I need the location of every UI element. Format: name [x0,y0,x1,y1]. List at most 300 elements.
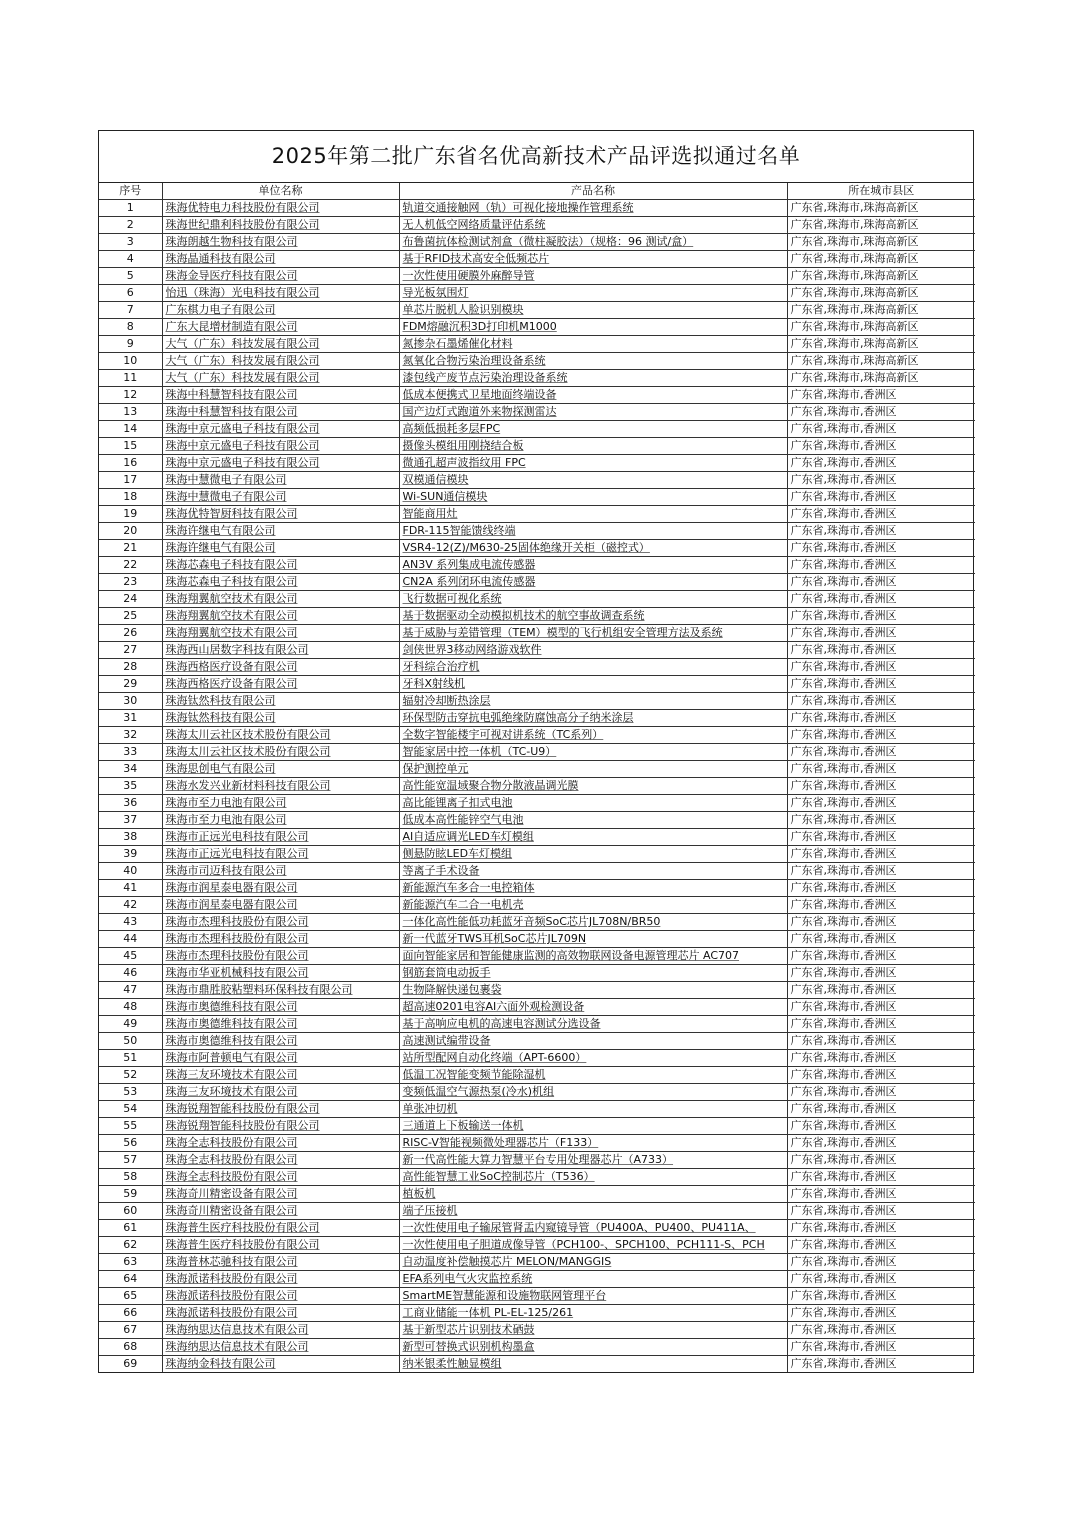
cell-no: 54 [99,1101,162,1118]
cell-product: 环保型防击穿抗电弧绝缘防腐蚀高分子纳米涂层 [399,710,787,727]
cell-product: FDR-115智能馈线终端 [399,523,787,540]
cell-no: 23 [99,574,162,591]
cell-product: 超高速0201电容AI六面外观检测设备 [399,999,787,1016]
cell-unit: 珠海中科慧智科技有限公司 [162,404,399,421]
cell-no: 6 [99,285,162,302]
cell-unit: 珠海纳金科技有限公司 [162,1356,399,1373]
cell-unit: 大气（广东）科技发展有限公司 [162,353,399,370]
cell-city: 广东省,珠海市,香洲区 [787,421,975,438]
cell-unit: 广东大昆增材制造有限公司 [162,319,399,336]
cell-no: 65 [99,1288,162,1305]
cell-unit: 大气（广东）科技发展有限公司 [162,336,399,353]
cell-product: 剑侠世界3移动网络游戏软件 [399,642,787,659]
cell-product: 辐射冷却断热涂层 [399,693,787,710]
table-row [99,438,975,455]
cell-product: 氮掺杂石墨烯催化材料 [399,336,787,353]
cell-city: 广东省,珠海市,香洲区 [787,540,975,557]
cell-no: 28 [99,659,162,676]
cell-city: 广东省,珠海市,香洲区 [787,1050,975,1067]
cell-city: 广东省,珠海市,香洲区 [787,472,975,489]
table-row [99,1220,975,1237]
cell-city: 广东省,珠海市,香洲区 [787,744,975,761]
cell-no: 42 [99,897,162,914]
cell-city: 广东省,珠海市,珠海高新区 [787,217,975,234]
cell-no: 64 [99,1271,162,1288]
table-row [99,693,975,710]
cell-unit: 珠海市润星泰电器有限公司 [162,897,399,914]
table-row [99,642,975,659]
cell-unit: 珠海市杰理科技股份有限公司 [162,931,399,948]
table-row [99,1254,975,1271]
table-row [99,1203,975,1220]
cell-unit: 珠海翔翼航空技术有限公司 [162,608,399,625]
table-row [99,285,975,302]
cell-product: 保护测控单元 [399,761,787,778]
cell-unit: 广东棋力电子有限公司 [162,302,399,319]
cell-no: 59 [99,1186,162,1203]
cell-city: 广东省,珠海市,香洲区 [787,489,975,506]
cell-city: 广东省,珠海市,香洲区 [787,931,975,948]
table-row [99,404,975,421]
cell-city: 广东省,珠海市,香洲区 [787,1033,975,1050]
cell-product: 站所型配网自动化终端（APT-6600） [399,1050,787,1067]
cell-product: CN2A 系列闭环电流传感器 [399,574,787,591]
cell-product: 三通道上下板输送一体机 [399,1118,787,1135]
cell-city: 广东省,珠海市,香洲区 [787,1067,975,1084]
cell-product: 飞行数据可视化系统 [399,591,787,608]
cell-city: 广东省,珠海市,香洲区 [787,1016,975,1033]
cell-unit: 珠海优特电力科技股份有限公司 [162,200,399,217]
cell-product: 工商业储能一体机 PL-EL-125/261 [399,1305,787,1322]
cell-product: 钢筋套筒电动扳手 [399,965,787,982]
cell-city: 广东省,珠海市,香洲区 [787,880,975,897]
cell-no: 55 [99,1118,162,1135]
cell-unit: 珠海市华亚机械科技有限公司 [162,965,399,982]
table-row [99,370,975,387]
cell-city: 广东省,珠海市,香洲区 [787,727,975,744]
table-row [99,1135,975,1152]
table-row [99,608,975,625]
cell-product: 新型可替换式识别机构墨盒 [399,1339,787,1356]
cell-product: 一次性使用硬膜外麻醉导管 [399,268,787,285]
table-row [99,472,975,489]
cell-no: 18 [99,489,162,506]
cell-unit: 珠海市润星泰电器有限公司 [162,880,399,897]
cell-no: 52 [99,1067,162,1084]
cell-no: 2 [99,217,162,234]
cell-city: 广东省,珠海市,珠海高新区 [787,251,975,268]
cell-city: 广东省,珠海市,香洲区 [787,523,975,540]
cell-no: 7 [99,302,162,319]
cell-product: AI自适应调光LED车灯模组 [399,829,787,846]
cell-unit: 珠海全志科技股份有限公司 [162,1169,399,1186]
cell-product: 微通孔超声波指纹用 FPC [399,455,787,472]
cell-city: 广东省,珠海市,香洲区 [787,1339,975,1356]
cell-product: 植板机 [399,1186,787,1203]
table-row [99,727,975,744]
cell-product: 轨道交通接触网（轨）可视化接地操作管理系统 [399,200,787,217]
cell-city: 广东省,珠海市,香洲区 [787,1305,975,1322]
approved-products-table [99,183,975,1372]
cell-unit: 大气（广东）科技发展有限公司 [162,370,399,387]
cell-unit: 珠海晶通科技有限公司 [162,251,399,268]
cell-unit: 珠海市司迈科技有限公司 [162,863,399,880]
cell-unit: 珠海奇川精密设备有限公司 [162,1203,399,1220]
cell-city: 广东省,珠海市,香洲区 [787,761,975,778]
cell-city: 广东省,珠海市,香洲区 [787,659,975,676]
cell-city: 广东省,珠海市,香洲区 [787,1254,975,1271]
cell-unit: 珠海优特智厨科技有限公司 [162,506,399,523]
cell-product: 摄像头模组用刚挠结合板 [399,438,787,455]
table-row [99,1339,975,1356]
table-row [99,268,975,285]
table-row [99,200,975,217]
cell-city: 广东省,珠海市,珠海高新区 [787,319,975,336]
cell-product: 低成本便携式卫星地面终端设备 [399,387,787,404]
table-row [99,1152,975,1169]
cell-unit: 珠海市至力电池有限公司 [162,812,399,829]
cell-no: 41 [99,880,162,897]
cell-city: 广东省,珠海市,香洲区 [787,795,975,812]
cell-product: 无人机低空网络质量评估系统 [399,217,787,234]
cell-no: 16 [99,455,162,472]
cell-product: 生物降解快递包裹袋 [399,982,787,999]
cell-city: 广东省,珠海市,香洲区 [787,438,975,455]
cell-product: 导光板氛围灯 [399,285,787,302]
cell-no: 67 [99,1322,162,1339]
cell-no: 60 [99,1203,162,1220]
cell-city: 广东省,珠海市,珠海高新区 [787,285,975,302]
cell-no: 50 [99,1033,162,1050]
table-row [99,897,975,914]
cell-no: 20 [99,523,162,540]
cell-unit: 珠海中科慧智科技有限公司 [162,387,399,404]
cell-no: 27 [99,642,162,659]
cell-unit: 珠海钛然科技有限公司 [162,710,399,727]
cell-product: AN3V 系列集成电流传感器 [399,557,787,574]
cell-city: 广东省,珠海市,香洲区 [787,1118,975,1135]
cell-no: 68 [99,1339,162,1356]
cell-city: 广东省,珠海市,香洲区 [787,863,975,880]
cell-city: 广东省,珠海市,香洲区 [787,557,975,574]
cell-product: 纳米银柔性触显模组 [399,1356,787,1373]
cell-city: 广东省,珠海市,香洲区 [787,1322,975,1339]
cell-product: 氮氧化合物污染治理设备系统 [399,353,787,370]
table-row [99,863,975,880]
cell-city: 广东省,珠海市,香洲区 [787,642,975,659]
header-no: 序号 [99,183,162,200]
table-row [99,1169,975,1186]
table-row [99,880,975,897]
table-header-row [99,183,975,200]
cell-product: 基于数据驱动全动模拟机技术的航空事故调查系统 [399,608,787,625]
cell-city: 广东省,珠海市,香洲区 [787,1152,975,1169]
cell-no: 35 [99,778,162,795]
cell-unit: 珠海西格医疗设备有限公司 [162,676,399,693]
cell-unit: 珠海市正远光电科技有限公司 [162,846,399,863]
cell-no: 14 [99,421,162,438]
table-row [99,948,975,965]
cell-city: 广东省,珠海市,香洲区 [787,1237,975,1254]
table-row [99,846,975,863]
table-row [99,625,975,642]
cell-no: 33 [99,744,162,761]
cell-product: 新一代高性能大算力智慧平台专用处理器芯片（A733） [399,1152,787,1169]
cell-no: 11 [99,370,162,387]
cell-product: 端子压接机 [399,1203,787,1220]
cell-city: 广东省,珠海市,香洲区 [787,914,975,931]
cell-no: 30 [99,693,162,710]
cell-no: 32 [99,727,162,744]
cell-city: 广东省,珠海市,香洲区 [787,778,975,795]
cell-product: 新能源汽车二合一电机壳 [399,897,787,914]
cell-city: 广东省,珠海市,香洲区 [787,693,975,710]
header-unit: 单位名称 [162,183,399,200]
cell-city: 广东省,珠海市,珠海高新区 [787,370,975,387]
cell-city: 广东省,珠海市,香洲区 [787,1271,975,1288]
cell-product: 基于新型芯片识别技术硒鼓 [399,1322,787,1339]
table-row [99,982,975,999]
cell-city: 广东省,珠海市,香洲区 [787,829,975,846]
cell-city: 广东省,珠海市,香洲区 [787,999,975,1016]
cell-city: 广东省,珠海市,香洲区 [787,676,975,693]
table-row [99,1118,975,1135]
cell-no: 56 [99,1135,162,1152]
cell-unit: 珠海市奥德维科技有限公司 [162,1016,399,1033]
cell-no: 22 [99,557,162,574]
cell-unit: 珠海朗越生物科技有限公司 [162,234,399,251]
cell-product: 面向智能家居和智能健康监测的高效物联网设备电源管理芯片 AC707 [399,948,787,965]
cell-unit: 珠海太川云社区技术股份有限公司 [162,744,399,761]
cell-no: 61 [99,1220,162,1237]
cell-product: 低成本高性能锌空气电池 [399,812,787,829]
cell-no: 5 [99,268,162,285]
cell-unit: 珠海派诺科技股份有限公司 [162,1288,399,1305]
cell-product: 一次性使用电子胆道成像导管（PCH100-、SPCH100、PCH111-S、PCH [399,1237,787,1254]
table-row [99,1186,975,1203]
cell-city: 广东省,珠海市,香洲区 [787,625,975,642]
cell-product: 牙科综合治疗机 [399,659,787,676]
cell-unit: 珠海市奥德维科技有限公司 [162,1033,399,1050]
cell-city: 广东省,珠海市,香洲区 [787,1101,975,1118]
cell-product: 等离子手术设备 [399,863,787,880]
table-row [99,455,975,472]
cell-unit: 珠海三友环境技术有限公司 [162,1067,399,1084]
table-row [99,234,975,251]
cell-product: 高频低损耗多层FPC [399,421,787,438]
cell-no: 40 [99,863,162,880]
cell-no: 4 [99,251,162,268]
table-row [99,1101,975,1118]
cell-city: 广东省,珠海市,香洲区 [787,574,975,591]
table-row [99,336,975,353]
page-title: 2025年第二批广东省名优高新技术产品评选拟通过名单 [99,131,973,183]
cell-no: 21 [99,540,162,557]
table-row [99,659,975,676]
cell-city: 广东省,珠海市,香洲区 [787,982,975,999]
cell-unit: 珠海许继电气有限公司 [162,523,399,540]
cell-no: 17 [99,472,162,489]
cell-no: 37 [99,812,162,829]
cell-unit: 怡迅（珠海）光电科技有限公司 [162,285,399,302]
cell-product: 高性能宽温域聚合物分散液晶调光膜 [399,778,787,795]
table-row [99,387,975,404]
cell-unit: 珠海全志科技股份有限公司 [162,1135,399,1152]
cell-city: 广东省,珠海市,香洲区 [787,710,975,727]
table-row [99,931,975,948]
cell-city: 广东省,珠海市,香洲区 [787,1169,975,1186]
cell-unit: 珠海钛然科技有限公司 [162,693,399,710]
table-row [99,540,975,557]
table-row [99,744,975,761]
cell-unit: 珠海许继电气有限公司 [162,540,399,557]
cell-no: 24 [99,591,162,608]
cell-product: 单芯片脱机人脸识别模块 [399,302,787,319]
cell-city: 广东省,珠海市,香洲区 [787,387,975,404]
cell-city: 广东省,珠海市,香洲区 [787,897,975,914]
cell-unit: 珠海中慧微电子有限公司 [162,472,399,489]
cell-city: 广东省,珠海市,香洲区 [787,1135,975,1152]
cell-city: 广东省,珠海市,香洲区 [787,506,975,523]
cell-unit: 珠海中京元盛电子科技有限公司 [162,421,399,438]
table-row [99,1016,975,1033]
cell-unit: 珠海中京元盛电子科技有限公司 [162,455,399,472]
cell-no: 49 [99,1016,162,1033]
cell-product: 牙科X射线机 [399,676,787,693]
cell-city: 广东省,珠海市,香洲区 [787,846,975,863]
cell-unit: 珠海锐翔智能科技股份有限公司 [162,1101,399,1118]
cell-no: 12 [99,387,162,404]
table-row [99,421,975,438]
cell-unit: 珠海普生医疗科技股份有限公司 [162,1220,399,1237]
cell-city: 广东省,珠海市,香洲区 [787,965,975,982]
cell-product: 双模通信模块 [399,472,787,489]
table-row [99,319,975,336]
cell-city: 广东省,珠海市,珠海高新区 [787,353,975,370]
cell-product: EFA系列电气火灾监控系统 [399,1271,787,1288]
cell-city: 广东省,珠海市,珠海高新区 [787,336,975,353]
cell-unit: 珠海普林芯驰科技有限公司 [162,1254,399,1271]
table-row [99,302,975,319]
table-row [99,965,975,982]
cell-unit: 珠海纳思达信息技术有限公司 [162,1322,399,1339]
cell-product: 基于威胁与差错管理（TEM）模型的飞行机组安全管理方法及系统 [399,625,787,642]
cell-no: 69 [99,1356,162,1373]
cell-no: 44 [99,931,162,948]
cell-no: 10 [99,353,162,370]
cell-unit: 珠海市正远光电科技有限公司 [162,829,399,846]
cell-city: 广东省,珠海市,香洲区 [787,1203,975,1220]
cell-no: 13 [99,404,162,421]
table-row [99,829,975,846]
cell-city: 广东省,珠海市,香洲区 [787,591,975,608]
cell-city: 广东省,珠海市,香洲区 [787,1220,975,1237]
cell-unit: 珠海奇川精密设备有限公司 [162,1186,399,1203]
table-row [99,591,975,608]
cell-city: 广东省,珠海市,珠海高新区 [787,234,975,251]
cell-no: 36 [99,795,162,812]
cell-product: 布鲁菌抗体检测试剂盒（微柱凝胶法）（规格：96 测试/盒） [399,234,787,251]
cell-product: 单张冲切机 [399,1101,787,1118]
cell-unit: 珠海水发兴业新材料科技有限公司 [162,778,399,795]
cell-unit: 珠海全志科技股份有限公司 [162,1152,399,1169]
table-row [99,523,975,540]
cell-city: 广东省,珠海市,香洲区 [787,1186,975,1203]
cell-unit: 珠海市杰理科技股份有限公司 [162,948,399,965]
cell-unit: 珠海太川云社区技术股份有限公司 [162,727,399,744]
table-row [99,710,975,727]
cell-city: 广东省,珠海市,珠海高新区 [787,302,975,319]
cell-unit: 珠海西山居数字科技有限公司 [162,642,399,659]
cell-unit: 珠海世纪鼎利科技股份有限公司 [162,217,399,234]
cell-unit: 珠海市鼎胜胶粘塑料环保科技有限公司 [162,982,399,999]
cell-no: 66 [99,1305,162,1322]
cell-unit: 珠海芯森电子科技有限公司 [162,574,399,591]
cell-unit: 珠海中慧微电子有限公司 [162,489,399,506]
cell-product: 一体化高性能低功耗蓝牙音频SoC芯片JL708N/BR50 [399,914,787,931]
table-row [99,676,975,693]
cell-product: 智能家居中控一体机（TC-U9） [399,744,787,761]
cell-no: 53 [99,1084,162,1101]
table-row [99,506,975,523]
table-row [99,251,975,268]
cell-no: 45 [99,948,162,965]
cell-no: 34 [99,761,162,778]
cell-unit: 珠海中京元盛电子科技有限公司 [162,438,399,455]
cell-unit: 珠海市阿普顿电气有限公司 [162,1050,399,1067]
cell-unit: 珠海翔翼航空技术有限公司 [162,591,399,608]
table-row [99,1271,975,1288]
cell-no: 58 [99,1169,162,1186]
cell-no: 39 [99,846,162,863]
cell-city: 广东省,珠海市,香洲区 [787,1356,975,1373]
cell-no: 31 [99,710,162,727]
cell-unit: 珠海纳思达信息技术有限公司 [162,1339,399,1356]
cell-unit: 珠海三友环境技术有限公司 [162,1084,399,1101]
cell-unit: 珠海市至力电池有限公司 [162,795,399,812]
cell-no: 15 [99,438,162,455]
table-row [99,1237,975,1254]
list-sheet [98,130,974,1373]
cell-product: 侧悬防眩LED车灯模组 [399,846,787,863]
cell-unit: 珠海金导医疗科技有限公司 [162,268,399,285]
cell-product: SmartME智慧能源和设施物联网管理平台 [399,1288,787,1305]
cell-product: 漆包线产废节点污染治理设备系统 [399,370,787,387]
cell-city: 广东省,珠海市,香洲区 [787,812,975,829]
cell-no: 19 [99,506,162,523]
cell-product: 基于RFID技术高安全低频芯片 [399,251,787,268]
table-row [99,1033,975,1050]
cell-city: 广东省,珠海市,珠海高新区 [787,200,975,217]
cell-no: 63 [99,1254,162,1271]
table-row [99,1305,975,1322]
table-row [99,1067,975,1084]
cell-unit: 珠海派诺科技股份有限公司 [162,1305,399,1322]
cell-product: FDM熔融沉积3D打印机M1000 [399,319,787,336]
table-row [99,761,975,778]
cell-no: 26 [99,625,162,642]
table-row [99,489,975,506]
cell-product: 一次性使用电子输尿管肾盂内窥镜导管（PU400A、PU400、PU411A、 [399,1220,787,1237]
header-city: 所在城市县区 [787,183,975,200]
table-row [99,778,975,795]
table-row [99,1288,975,1305]
cell-no: 62 [99,1237,162,1254]
cell-no: 9 [99,336,162,353]
table-row [99,795,975,812]
table-row [99,353,975,370]
cell-unit: 珠海市杰理科技股份有限公司 [162,914,399,931]
